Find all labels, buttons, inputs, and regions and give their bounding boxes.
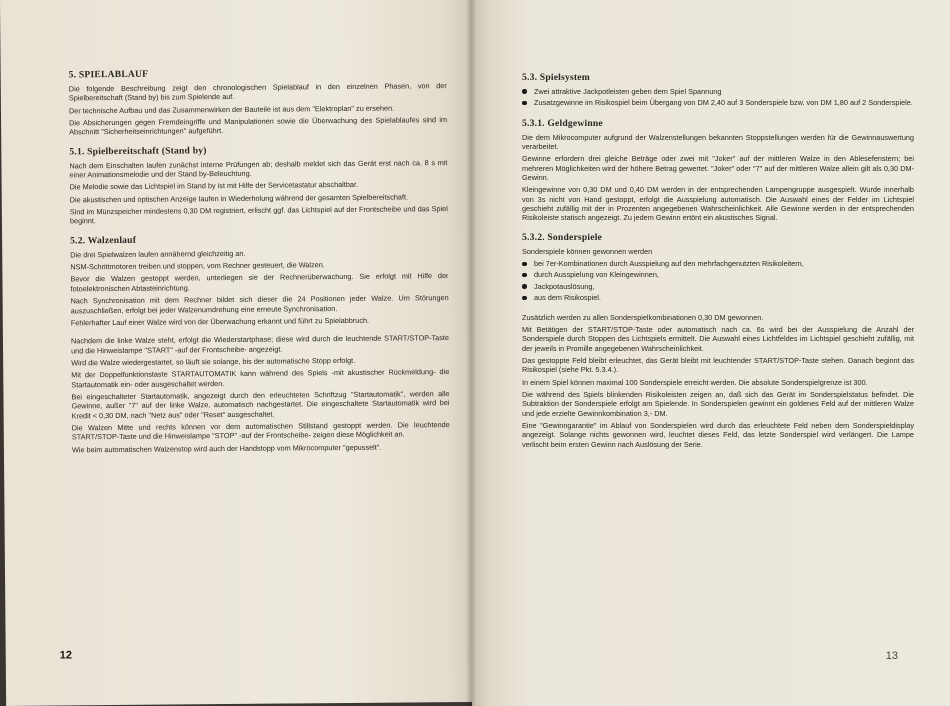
- list-item: bei 7er-Kombinationen durch Ausspielung auf den mehrfachgenutzten Risikoleitern,: [522, 259, 914, 268]
- paragraph: Zusätzlich werden zu allen Sonderspielkombinationen 0,30 DM gewonnen.: [522, 312, 764, 322]
- section-5-2-heading: 5.2. Walzenlauf: [70, 234, 137, 247]
- list-item: Zwei attraktive Jackpotleisten geben dem Spiel Spannung: [522, 87, 914, 96]
- paragraph: Die Walzen Mitte und rechts können vor dem automatischen Stillstand gestoppt werden. Die leuchtende START/STOP-Taste und die Hinweislampe "STOP" -auf der Frontscheibe- zeigen diese Möglichkeit an.: [71, 420, 450, 442]
- section-5-3-heading: 5.3. Spielsystem: [522, 72, 590, 83]
- bullet-icon: [522, 101, 527, 106]
- page-number-left: 12: [59, 649, 73, 662]
- paragraph: Die Melodie sowie das Lichtspiel im Stand by ist mit Hilfe der Servicetastatur abschaltbar.: [69, 180, 359, 192]
- paragraph: Eine "Gewinngarantie" im Ablauf von Sonderspielen wird durch das erleuchtete Feld neben dem Sonderspieldisplay angezeigt. Solange nichts gewonnen wird, leuchtet dieses Feld, das letzte Sonderspiel wird verlängert. Die Lampe verlischt beim ersten Gewinn nach Auslösung der Serie.: [522, 420, 914, 449]
- bullet-list: [522, 87, 914, 108]
- paragraph: Gewinne erfordern drei gleiche Beträge oder zwei mit "Joker" auf der mittleren Walze in den Ablesefenstern; bei mehreren Möglichkeiten wird der höhere Betrag gewertet. "Joker" oder "7" auf der mittleren Walze allein gilt als 0,30 DM-Gewinn.: [522, 154, 914, 183]
- paragraph: Nachdem die linke Walze steht, erfolgt die Wiederstartphase; diese wird durch die leuchtende START/STOP-Taste und die Hinweislampe "START" -auf der Frontscheibe- angezeigt.: [70, 333, 450, 355]
- section-5-heading: 5. SPIELABLAUF: [68, 68, 149, 81]
- book-gutter: [466, 0, 476, 706]
- paragraph: Die folgende Beschreibung zeigt den chronologischen Spielablauf in den einzelnen Phasen, von der Spielbereitschaft (Stand by) bis zum Spielende auf.: [68, 81, 447, 103]
- paragraph: Kleingewinne von 0,30 DM und 0,40 DM werden in der entsprechenden Lampengruppe ausgespielt. Wurde innerhalb von 3s nicht von Hand gestoppt, erfolgt die Ausspielung automatisch. Die Auswahl eines der Felder im Lichtspiel geschieht zufällig mit der in Prozenten angegebenen Wahrscheinlichkeit. Alle Gewinne werden in der entsprechenden Risikoleiste statisch angezeigt. Zu jedem Gewinn ertönt ein akustisches Signal.: [522, 185, 914, 223]
- bullet-icon: [522, 262, 527, 267]
- paragraph: NSM-Schrittmotoren treiben und stoppen, vom Rechner gesteuert, die Walzen.: [70, 260, 325, 272]
- paragraph: Fehlerhafter Lauf einer Walze wird von der Überwachung erkannt und führt zu Spielabbruch.: [70, 315, 370, 328]
- paragraph: Mit Betätigen der START/STOP-Taste oder automatisch nach ca. 6s wird bei der Ausspielung die Anzahl der Sonderspiele durch Stoppen des Lichtspiels ermittelt. Die Auswahl eines Lichtfeldes im Lichtspiel geschieht zufällig, mit der jeweils in Promille angegebenen Wahrscheinlichkeit.: [522, 324, 914, 353]
- paragraph: Mit der Doppelfunktionstaste STARTAUTOMATIK kann während des Spiels -mit akustischer Rückmeldung- die Startautomatik ein- oder ausgeschaltet werden.: [71, 367, 450, 389]
- list-item: Jackpotauslösung,: [522, 282, 914, 291]
- paragraph: Bei eingeschalteter Startautomatik, angezeigt durch den erleuchteten Schriftzug "Startautomatik", werden alle Gewinne, außer "7" auf der linke Walze, automatisch nachgestartet. Die eingeschaltete Startautomatik wird bei Kredit < 0,30 DM, nach "Netz aus" oder "Reset" ausgeschaltet.: [71, 388, 450, 420]
- paragraph: Bevor die Walzen gestoppt werden, unterliegen sie der Rechnerüberwachung. Sie erfolgt mit Hilfe der fotoelektronischen Abtasteinrichtung.: [70, 271, 449, 294]
- paragraph: Wird die Walze wiedergestartet, so läuft sie solange, bis der automatische Stopp erfolgt.: [71, 355, 356, 368]
- paragraph: Sind im Münzspeicher mindestens 0,30 DM registriert, erlischt ggf. das Lichtspiel auf der Frontscheibe und das Spiel beginnt.: [69, 204, 448, 226]
- bullet-icon: [522, 284, 527, 289]
- right-page: [472, 0, 950, 706]
- paragraph: In einem Spiel können maximal 100 Sonderspiele erreicht werden. Die absolute Sonderspielgrenze ist 300.: [522, 377, 868, 387]
- paragraph: Das gestoppte Feld bleibt erleuchtet, das Gerät bleibt mit leuchtender START/STOP-Taste stehen. Danach beginnt das Risikospiel (siehe Pkt. 5.3.4.).: [522, 355, 914, 375]
- bullet-icon: [522, 296, 527, 301]
- list-item: aus dem Risikospiel.: [522, 293, 914, 302]
- paragraph: Die Absicherungen gegen Fremdeingriffe und Manipulationen sowie die Überwachung des Spielablaufes sind im Abschnitt "Sicherheitseinrichtungen" aufgeführt.: [69, 115, 448, 137]
- section-5-3-1-heading: 5.3.1. Geldgewinne: [522, 117, 603, 129]
- bullet-list: [522, 259, 914, 302]
- paragraph: Der technische Aufbau und das Zusammenwirken der Bauteile ist aus dem "Elektroplan" zu ersehen.: [68, 103, 395, 116]
- paragraph: Die drei Spielwalzen laufen annähernd gleichzeitig an.: [70, 248, 246, 260]
- bullet-icon: [522, 273, 527, 278]
- bullet-icon: [522, 89, 527, 94]
- paragraph: Die dem Mikrocomputer aufgrund der Walzenstellungen bekannten Stoppstellungen werden für die Gewinnauswertung verarbeitet.: [522, 132, 914, 152]
- section-5-1-heading: 5.1. Spielbereitschaft (Stand by): [69, 144, 207, 158]
- paragraph: Wie beim automatischen Walzenstop wird auch der Handstopp vom Mikrocomputer "gepusselt".: [71, 442, 382, 455]
- paragraph: Nach Synchronisation mit dem Rechner bildet sich dieser die 24 Positionen jeder Walze. Um Störungen auszuschließen, erfolgt bei jeder Walzenumdrehung eine erneute Synchronisation.: [70, 293, 449, 315]
- list-item: Zusatzgewinne im Risikospiel beim Übergang von DM 2,40 auf 3 Sonderspiele bzw. von DM 1,80 auf 2 Sonderspiele.: [522, 98, 914, 107]
- paragraph: Die akustischen und optischen Anzeige laufen in Wiederholung während der gesamten Spielbereitschaft.: [69, 192, 409, 205]
- list-item: durch Ausspielung von Kleingewinnen,: [522, 270, 914, 279]
- page-number-right: 13: [885, 650, 898, 662]
- paragraph: Die während des Spiels blinkenden Risikoleisten zeigen an, daß sich das Gerät im Sonderspielstatus befindet. Die Subtraktion der Sonderspiele erfolgt am Spielende. In Sonderspielen gewinnt ein goldenes Feld auf der mittleren Walze und jede erzielte Gewinnkombination 3,- DM.: [522, 389, 914, 418]
- paragraph: Nach dem Einschalten laufen zunächst interne Prüfungen ab; deshalb meldet sich das Gerät erst nach ca. 8 s mit einer Animationsmelodie und der Stand by-Beleuchtung.: [69, 157, 448, 180]
- section-5-3-2-heading: 5.3.2. Sonderspiele: [522, 231, 603, 243]
- paragraph: Sonderspiele können gewonnen werden: [522, 246, 653, 256]
